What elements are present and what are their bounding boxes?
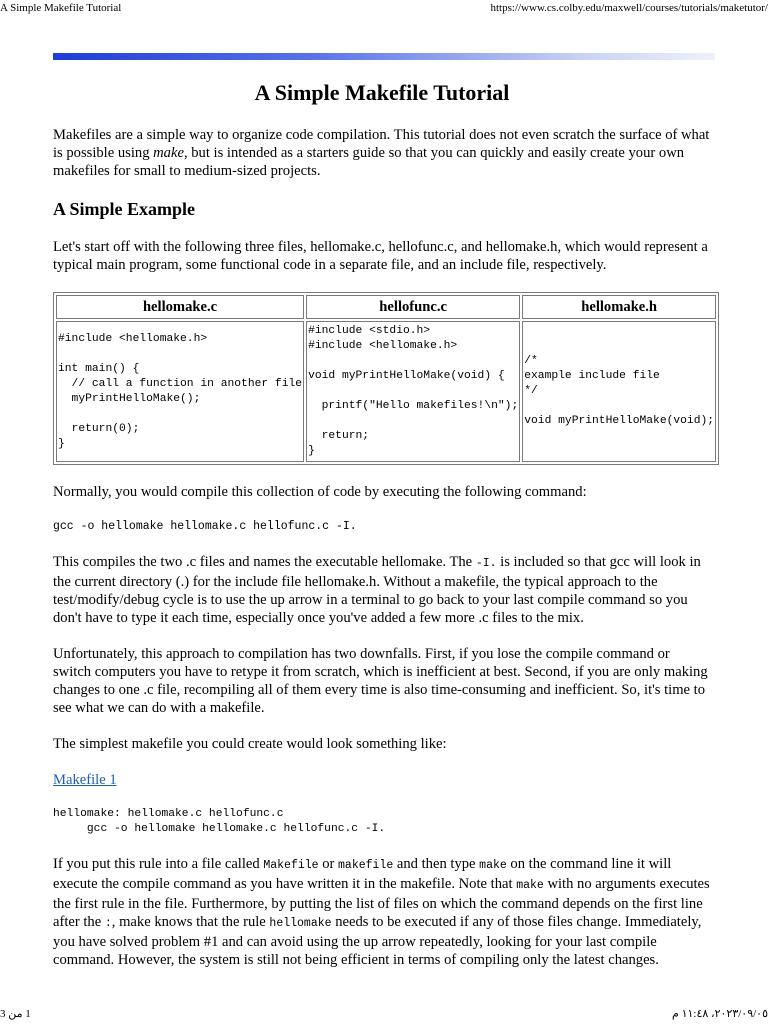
makefile1-link-paragraph bbox=[53, 771, 711, 789]
table-cell-hellomake-h bbox=[522, 321, 716, 462]
print-footer bbox=[0, 1006, 768, 1024]
compile-explain-before: This compiles the two .c files and names the executable hellomake. The bbox=[53, 554, 476, 570]
code-hellomake-h: /* example include file */ void myPrintHelloMake(void); bbox=[524, 355, 715, 427]
intro-paragraph bbox=[53, 126, 711, 180]
code-make: make bbox=[479, 859, 507, 872]
rule-explain-paragraph bbox=[53, 855, 711, 969]
intro-text-after: , but is intended as a starters guide so that you can quickly and easily create your own makefiles for small to medium-sized projects. bbox=[53, 145, 685, 179]
table-header-hellomake-c: hellomake.c bbox=[56, 295, 304, 319]
code-makefile: Makefile bbox=[263, 859, 319, 872]
code-hellomake-target: hellomake bbox=[269, 917, 332, 930]
code-files-table bbox=[53, 292, 719, 465]
print-datetime: ٢٠٢٣/٠٩/٠٥، ١١:٤٨ م bbox=[672, 1008, 768, 1020]
compile-command: gcc -o hellomake hellomake.c hellofunc.c -I. bbox=[53, 520, 357, 533]
page-indicator: 1 من 3 bbox=[0, 1008, 31, 1020]
table-row bbox=[56, 321, 716, 462]
compile-explain-after: is included so that gcc will look in the current directory (.) for the include file hellomake.h. Without a makefile, the typical approach to the test/modify/debug cycle is to use the up arrow in a terminal to go back to your last compile command so you don't have to type it each time, especially once you've added a few more .c files to the mix. bbox=[53, 554, 701, 626]
print-header-url: https://www.cs.colby.edu/maxwell/courses/tutorials/maketutor/ bbox=[490, 2, 768, 14]
code-make-2: make bbox=[516, 879, 544, 892]
code-hellomake-c: #include <hellomake.h> int main() { // call a function in another file myPrintHelloMake(); return(0); } bbox=[58, 332, 303, 450]
intro-emphasis: make bbox=[153, 145, 184, 161]
makefile-1-code: hellomake: hellomake.c hellofunc.c gcc -o hellomake hellomake.c hellofunc.c -I. bbox=[53, 808, 386, 835]
print-header bbox=[0, 0, 768, 18]
simplest-intro-paragraph: The simplest makefile you could create would look something like: bbox=[53, 736, 447, 752]
rule-text-7: needs to be executed if any of those files change. Immediately, you have solved problem #1 and can avoid using the up arrow repeatedly, looking for your last compile command. However, the system is still not being efficient in terms of compiling only the latest changes. bbox=[53, 914, 702, 968]
rule-text-5: with no arguments executes the first rule in the file. Furthermore, by putting the list of files on which the command depends on the first line after the bbox=[53, 876, 710, 930]
header-gradient-bar bbox=[53, 53, 715, 60]
makefile-1-link[interactable]: Makefile 1 bbox=[53, 772, 117, 788]
downfalls-paragraph: Unfortunately, this approach to compilation has two downfalls. First, if you lose the compile command or switch computers you have to retype it from scratch, which is inefficient at best. Second, if you are only making changes to one .c file, recompiling all of them every time is also time-consuming and inefficient. So, it's time to see what we can do with a makefile. bbox=[53, 646, 708, 716]
table-header-row bbox=[56, 295, 716, 319]
code-makefile-lower: makefile bbox=[338, 859, 394, 872]
rule-text-1: If you put this rule into a file called bbox=[53, 856, 264, 872]
table-cell-hellomake-c bbox=[56, 321, 304, 462]
rule-text-6: , make knows that the rule bbox=[111, 914, 270, 930]
rule-text-3: and then type bbox=[393, 856, 480, 872]
intro-text-before: Makefiles are a simple way to organize code compilation. This tutorial does not even scratch the surface of what is possible using bbox=[53, 127, 710, 161]
example-intro-paragraph: Let's start off with the following three files, hellomake.c, hellofunc.c, and hellomake.h, which would represent a typical main program, some functional code in a separate file, and an include file, respectively. bbox=[53, 239, 708, 273]
code-colon: : bbox=[104, 917, 112, 930]
table-header-hellofunc-c: hellofunc.c bbox=[306, 295, 520, 319]
table-header-hellomake-h: hellomake.h bbox=[522, 295, 716, 319]
include-flag-code: -I. bbox=[475, 557, 497, 570]
page-title: A Simple Makefile Tutorial bbox=[254, 80, 510, 105]
section-heading: A Simple Example bbox=[53, 199, 196, 219]
table-cell-hellofunc-c bbox=[306, 321, 520, 462]
compile-intro-paragraph: Normally, you would compile this collection of code by executing the following command: bbox=[53, 484, 587, 500]
compile-explain-paragraph bbox=[53, 553, 711, 627]
rule-text-2: or bbox=[318, 856, 339, 872]
page-content bbox=[53, 60, 715, 987]
print-header-title: A Simple Makefile Tutorial bbox=[0, 2, 122, 14]
code-hellofunc-c: #include <stdio.h> #include <hellomake.h> void myPrintHelloMake(void) { printf("Hello makefiles!\n"); return; } bbox=[308, 325, 519, 457]
rule-text-4: on the command line it will execute the compile command as you have written it in the makefile. Note that bbox=[53, 856, 672, 892]
